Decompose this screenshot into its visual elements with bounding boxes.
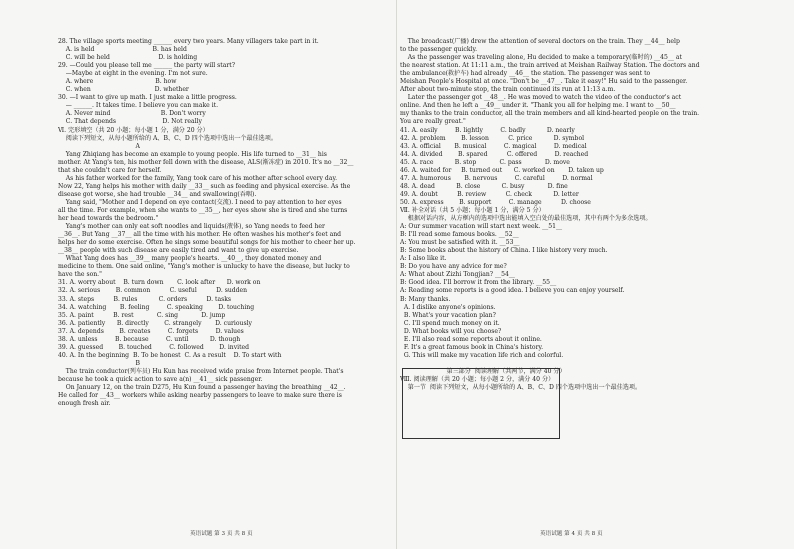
left-column-line: 28. The village sports meeting ______ every two years. Many villagers take part in it.: [58, 38, 319, 45]
right-column-line: B: Some books about the history of China. I like history very much.: [400, 247, 608, 255]
left-column-line: 40. A. In the beginning B. To be honest C. As a result D. To start with: [58, 351, 282, 359]
right-column-line: B: Do you have any advice for me?: [400, 263, 507, 271]
right-column-line: B: Good idea. I'll borrow it from the library. __55__: [400, 279, 557, 287]
left-column-line: 29. —Could you please tell me ______ the party will start?: [58, 62, 235, 70]
left-column-line: B: [58, 359, 140, 367]
left-column-line: 32. A. serious B. common C. useful D. sudden: [58, 287, 248, 295]
right-column-line: A: I also like it.: [400, 255, 447, 263]
right-column-line: 44. A. divided B. spared C. offered D. reached: [400, 150, 589, 158]
right-column-line: 49. A. doubt B. review C. check D. letter: [400, 190, 579, 198]
right-column-line: You are really great.": [400, 118, 466, 126]
right-column-line: The broadcast(广播) drew the attention of several doctors on the train. They __44__ help: [400, 38, 680, 45]
right-column-line: Ⅶ. 补全对话（共 5 小题；每小题 1 分，满分 5 分）: [400, 206, 545, 214]
right-column-line: A: Our summer vacation will start next week. __51__: [400, 223, 563, 231]
left-column-line: 30. —I want to give up math. I just make a little progress.: [58, 94, 237, 102]
right-column-line: Later the passenger got __48__. He was moved to watch the video of the conductor's act: [400, 94, 682, 102]
right-column-line: 48. A. dead B. close C. busy D. fine: [400, 182, 568, 190]
left-column-line: Yang said, "Mother and I depend on eye contact(交流). I need to pay attention to her eyes: [58, 198, 342, 206]
left-column-line: Yang's mother can only eat soft noodles and liquids(液体), so Yang needs to feed her: [58, 223, 325, 231]
right-column-line: B. What's your vacation plan?: [400, 311, 496, 319]
left-column-line: 33. A. steps B. rules C. orders D. tasks: [58, 295, 232, 303]
right-column: [400, 38, 746, 392]
left-column-line: mother. At Yang's ten, his mother fell down with the disease, ALS(渐冻症) in 2010. It's no __32__: [58, 158, 354, 166]
left-column-line: her head towards the bedroom.": [58, 215, 159, 223]
dialogue-options-box: [402, 368, 560, 439]
left-column-line: disease got worse, she had trouble __34__ and swallowing(吞咽).: [58, 190, 257, 198]
footer-right-page-number: 英语试题 第 4 页 共 8 页: [540, 531, 603, 537]
left-column-line: The train conductor(列车员) Hu Kun has received wide praise from Internet people. That's: [58, 367, 344, 375]
left-column-line: C. That depends D. Not really: [58, 118, 202, 126]
left-column-line: helps her do some exercise. Often he sings some beautiful songs for his mother to cheer her up.: [58, 239, 356, 247]
right-column-line: E. I'll also read some reports about it online.: [400, 335, 542, 343]
left-column-line: Ⅵ. 完形填空（共 20 小题；每小题 1 分，满分 20 分）: [58, 126, 209, 134]
right-column-line: 45. A. race B. stop C. pass D. move: [400, 158, 570, 166]
left-column-line: 阅读下列短文，从每小题所给的 A、B、C、D 四个选项中选出一个最佳选项。: [58, 134, 277, 142]
right-column-line: B: Many thanks.: [400, 295, 451, 303]
left-column-line: A. is held B. has held: [58, 46, 187, 54]
left-column-line: On January 12, on the train D275, Hu Kun found a passenger having the breathing __42__.: [58, 384, 346, 392]
left-column-line: A. where B. how: [58, 78, 177, 86]
right-column-line: 43. A. official B. musical C. magical D. medical: [400, 142, 587, 150]
left-column-line: A: [58, 142, 140, 150]
left-column-line: 34. A. watching B. feeling C. speaking D. touching: [58, 303, 255, 311]
right-column-line: 第一节 阅读下列短文，从每小题所给的 A、B、C、D 四个选项中选出一个最佳选项。: [400, 384, 642, 392]
right-column-line: Meishan People's Hospital at once. "Don't be __47__. Take it easy!" Hu said to the passenger.: [400, 78, 688, 86]
right-column-line: F. It's a great famous book in China's history.: [400, 343, 544, 351]
right-column-line: my thanks to the train conductor, all the train members and all kind-hearted people on the train.: [400, 110, 700, 118]
right-column-line: [400, 360, 746, 368]
right-column-line: 42. A. problem B. lesson C. price D. symbol: [400, 134, 585, 142]
left-column-line: __38__ people with such disease are easily tired and want to give up exercise.: [58, 247, 299, 255]
left-column-line: medicine to them. One said online, "Yang's mother is unlucky to have the disease, but lucky to: [58, 263, 350, 271]
right-column-line: Ⅷ. 阅读理解（共 20 小题；每小题 2 分，满分 40 分）: [400, 375, 555, 383]
right-column-line: A: You must be satisfied with it. __53__: [400, 239, 520, 247]
left-column-line: 36. A. patiently B. directly C. strangely D. curiously: [58, 319, 252, 327]
left-column-line: Yang Zhiqiang has become an example to young people. His life turned to __31__ his: [58, 150, 327, 158]
right-column-line: A: Reading some reports is a good idea. I believe you can enjoy yourself.: [400, 287, 625, 295]
right-column-line: 根据对话内容，从方框内的选项中选出能填入空白处的最佳选项，其中有两个为多余选项。: [400, 215, 652, 223]
page-fold-divider: [396, 0, 397, 549]
left-column-line: C. when D. whether: [58, 86, 189, 94]
right-column-line: A: What about Zizhi Tongjian? __54__: [400, 271, 515, 279]
left-column-line: 31. A. worry about B. turn down C. look after D. work on: [58, 279, 261, 287]
right-column-line: 47. A. humorous B. nervous C. careful D. normal: [400, 174, 593, 182]
left-column-line: — ______. It takes time. I believe you can make it.: [58, 102, 219, 110]
left-column-line: 38. A. unless B. because C. until D. though: [58, 335, 241, 343]
right-column-line: As the passenger was traveling alone, Hu decided to make a temporary(临时的) __45__ at: [400, 54, 682, 62]
left-column-line: A. Never mind B. Don't worry: [58, 110, 206, 118]
left-column-line: Now 22, Yang helps his mother with daily __33__ such as feeding and physical exercise. As the: [58, 182, 351, 190]
left-column-line: C. will be held D. is holding: [58, 54, 198, 62]
left-column-line: As his father worked for the family, Yang took care of his mother after school every day.: [58, 174, 338, 182]
footer-left-page-number: 英语试题 第 3 页 共 8 页: [190, 531, 253, 537]
right-column-line: A. I dislike anyone's opinions.: [400, 303, 496, 311]
left-column-line: because he took a quick action to save a(n) __41__ sick passenger.: [58, 375, 263, 383]
left-column-line: that she couldn't care for herself.: [58, 166, 162, 174]
left-column-line: —Maybe at eight in the evening. I'm not sure.: [58, 70, 208, 78]
right-column-line: 第三部分 阅读理解（共两节，满分 40 分）: [400, 367, 566, 375]
left-column-line: have the son.": [58, 271, 102, 279]
left-column: [58, 38, 396, 408]
left-column-line: 35. A. paint B. rest C. sing D. jump: [58, 311, 226, 319]
left-column-line: What Yang does has __39__ many people's hearts. __40__, they donated money and: [58, 255, 322, 263]
right-column-line: 46. A. waited for B. turned out C. worked on D. taken up: [400, 166, 604, 174]
right-column-line: D. What books will you choose?: [400, 327, 502, 335]
left-column-line: all the time. For example, when she wants to __35__, her eyes show she is tired and she turns: [58, 206, 348, 214]
right-column-line: online. And then he left a __49__ under it. "Thank you all for helping me. I want to __50__: [400, 102, 676, 110]
right-column-line: B: I'll read some famous books. __52__: [400, 231, 519, 239]
right-column-line: 50. A. express B. support C. manage D. choose: [400, 198, 591, 206]
right-column-line: the ambulance(救护车) had already __46__ the station. The passenger was sent to: [400, 70, 651, 78]
right-column-line: G. This will make my vacation life rich and colorful.: [400, 351, 564, 359]
right-column-line: C. I'll spend much money on it.: [400, 319, 500, 327]
left-column-line: He called for __43__ workers while asking nearby passengers to leave to make sure there is: [58, 392, 342, 400]
left-column-line: __36__. But Yang __37__ all the time with his mother. He often washes his mother's feet and: [58, 231, 342, 239]
right-column-line: 41. A. easily B. lightly C. badly D. nearly: [400, 126, 575, 134]
right-column-line: to the passenger quickly.: [400, 46, 478, 54]
right-column-line: the nearest station. At 11:11 a.m., the train arrived at Meishan Railway Station. The doctors and: [400, 62, 700, 70]
left-column-line: 37. A. depends B. creates C. forgets D. values: [58, 327, 244, 335]
left-column-line: 39. A. guessed B. touched C. followed D. invited: [58, 343, 250, 351]
left-column-line: enough fresh air.: [58, 400, 111, 408]
right-column-line: After about two-minute stop, the train continued its run at 11:13 a.m.: [400, 86, 616, 94]
